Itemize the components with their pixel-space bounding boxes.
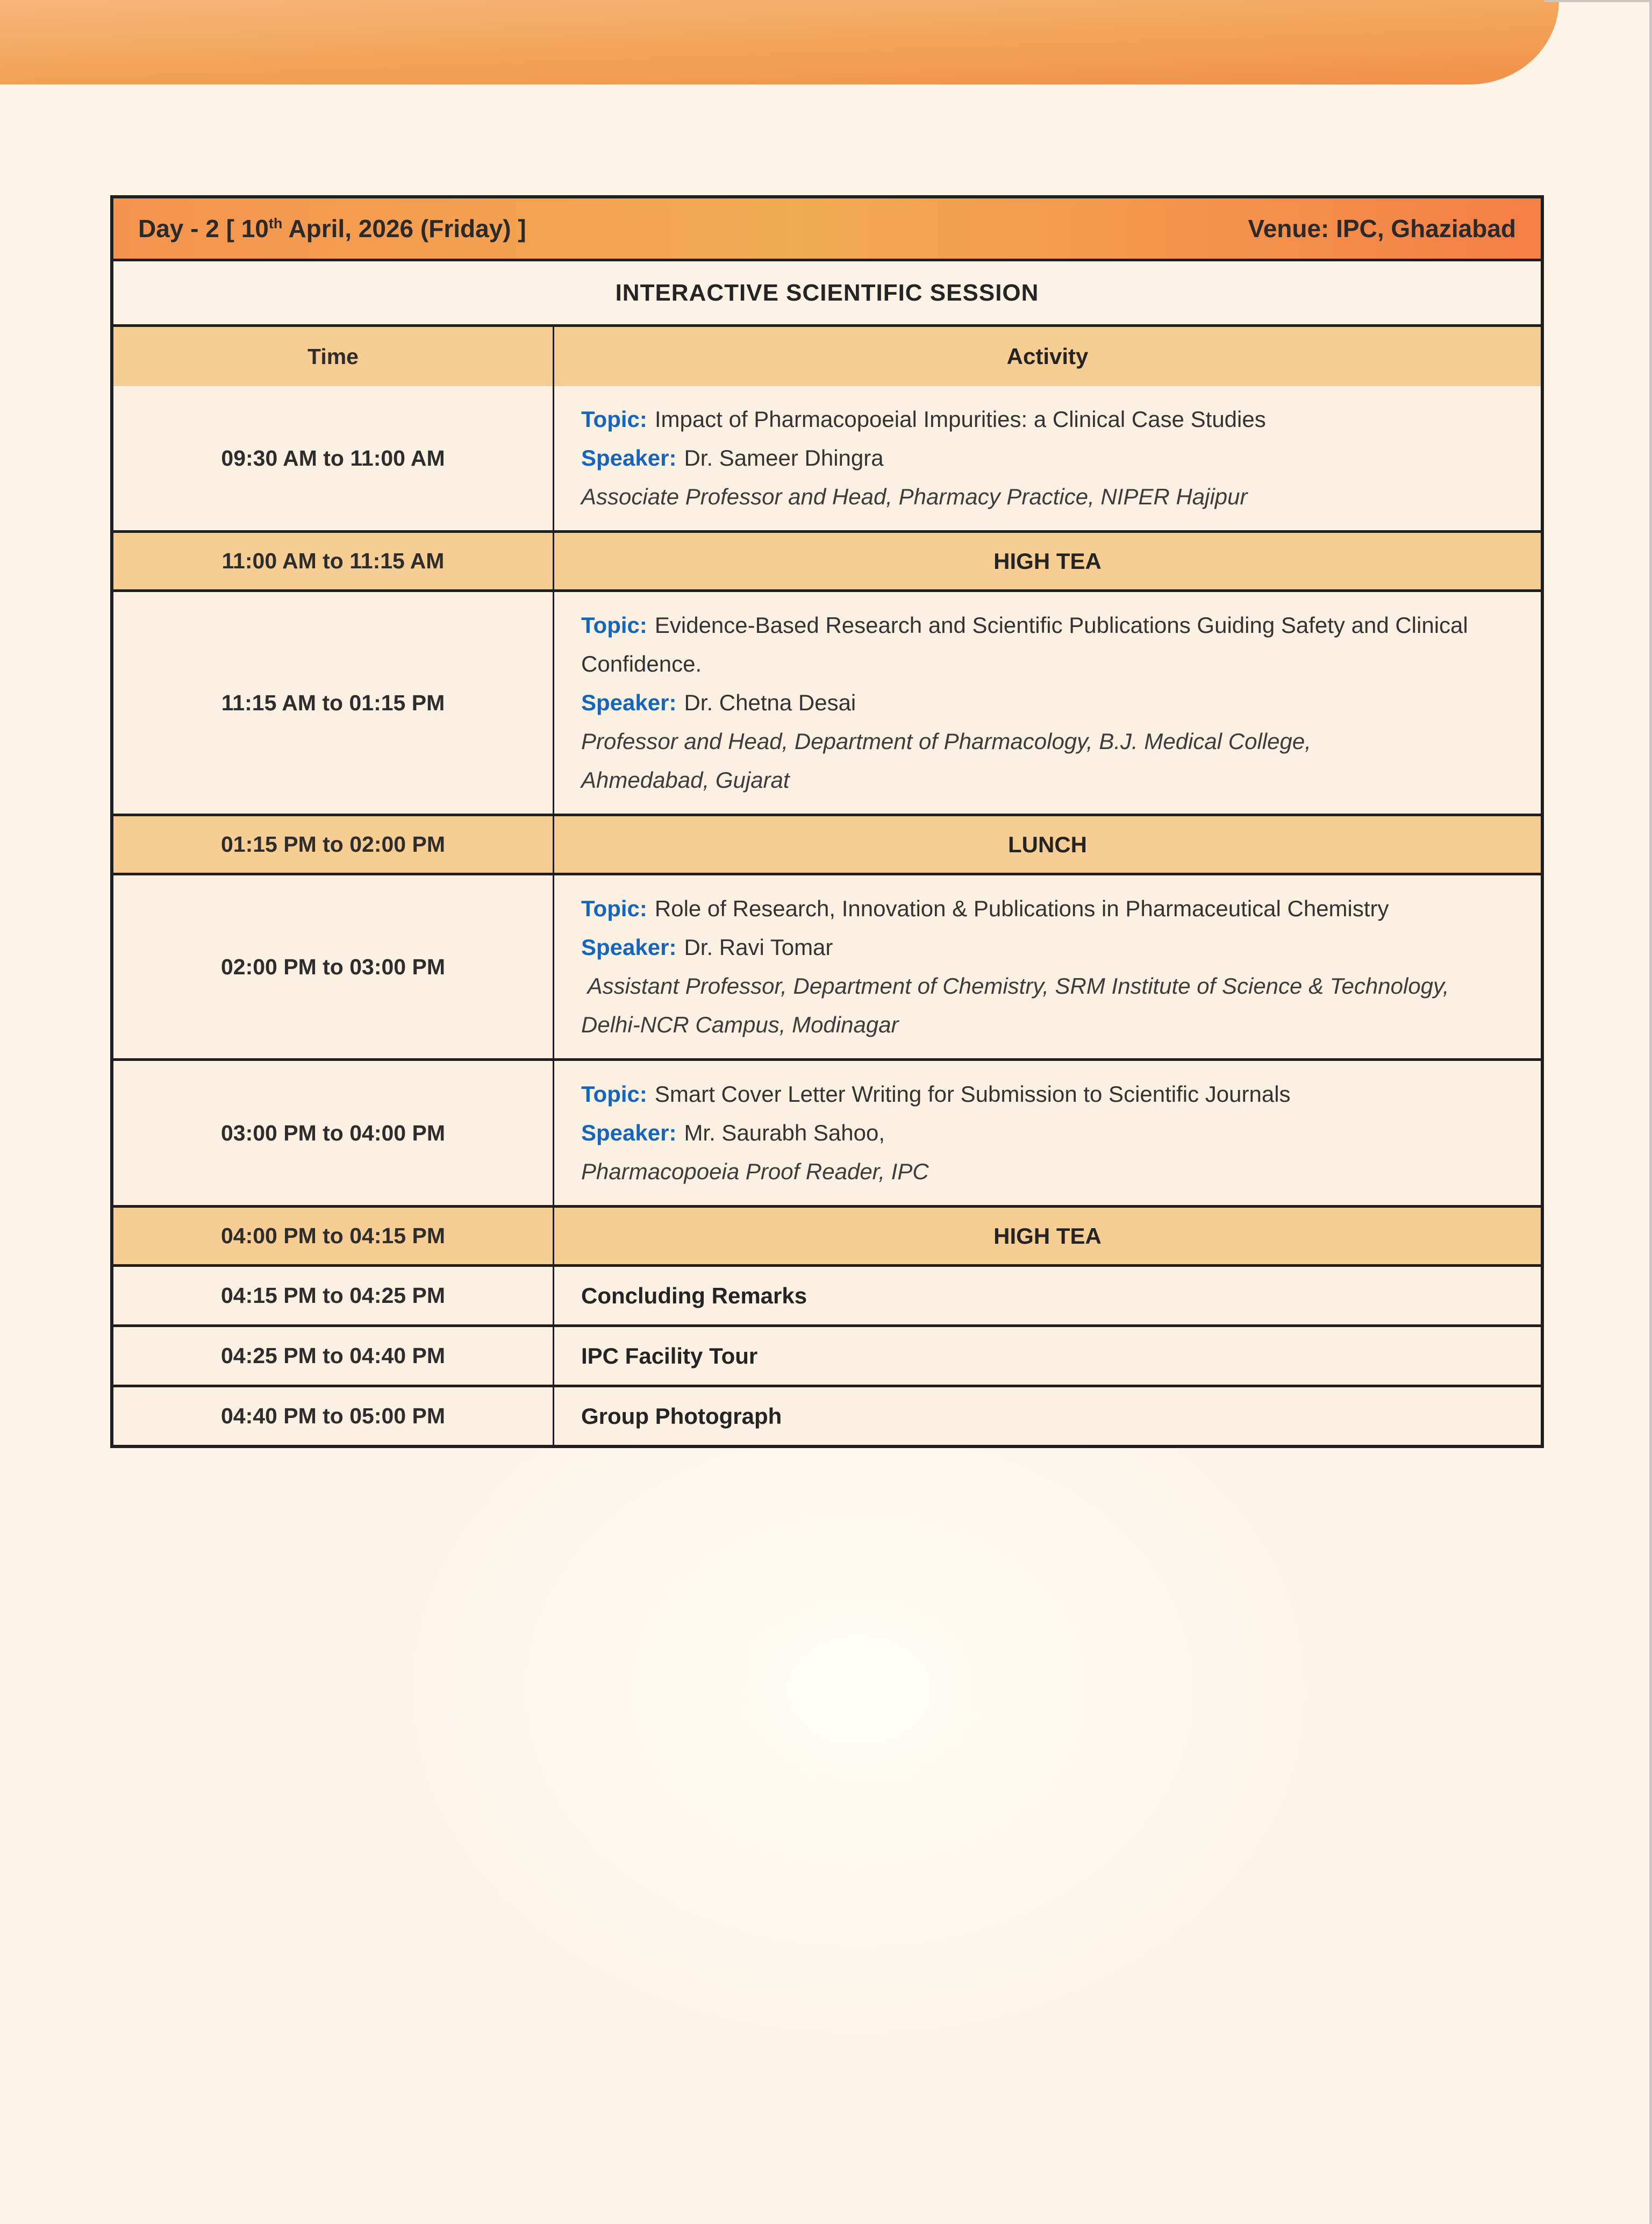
speaker-affiliation: Pharmacopoeia Proof Reader, IPC	[581, 1159, 929, 1184]
table-row	[113, 1385, 1541, 1445]
topic-label: Topic:	[581, 896, 647, 921]
speaker-line	[581, 683, 1514, 722]
time-cell: 04:25 PM to 04:40 PM	[221, 1343, 445, 1368]
time-cell: 04:00 PM to 04:15 PM	[221, 1223, 445, 1248]
table-row	[113, 814, 1541, 873]
speaker-label: Speaker:	[581, 445, 677, 471]
break-label: HIGH TEA	[553, 533, 1541, 589]
speaker-affiliation: Associate Professor and Head, Pharmacy Practice, NIPER Hajipur	[581, 484, 1248, 509]
table-row	[113, 589, 1541, 814]
page-edge-top	[1544, 0, 1652, 2]
table-row	[113, 1324, 1541, 1385]
table-row	[113, 386, 1541, 530]
time-cell: 11:15 AM to 01:15 PM	[221, 690, 445, 715]
speaker-label: Speaker:	[581, 1120, 677, 1145]
table-row	[113, 1264, 1541, 1324]
topic-text: Impact of Pharmacopoeial Impurities: a Clinical Case Studies	[654, 407, 1266, 432]
topic-label: Topic:	[581, 1081, 647, 1107]
break-label: HIGH TEA	[553, 1208, 1541, 1264]
speaker-name: Mr. Saurabh Sahoo,	[684, 1120, 885, 1145]
topic-line	[581, 1075, 1514, 1114]
time-cell: 02:00 PM to 03:00 PM	[221, 954, 445, 979]
topic-continuation: Confidence.	[581, 651, 702, 676]
table-row	[113, 530, 1541, 589]
speaker-line	[581, 1114, 1514, 1152]
date-ordinal-suffix: th	[268, 215, 283, 232]
topic-label: Topic:	[581, 407, 647, 432]
speaker-line	[581, 928, 1514, 967]
speaker-name: Dr. Chetna Desai	[684, 690, 856, 715]
time-cell: 03:00 PM to 04:00 PM	[221, 1120, 445, 1145]
table-row	[113, 1205, 1541, 1264]
activity-label: IPC Facility Tour	[553, 1327, 1541, 1385]
table-rows	[113, 386, 1541, 1445]
page-edge-right	[1649, 0, 1652, 2224]
speaker-affiliation: Professor and Head, Department of Pharmacology, B.J. Medical College,	[581, 729, 1311, 754]
break-label: LUNCH	[553, 816, 1541, 873]
speaker-affiliation: Ahmedabad, Gujarat	[581, 767, 790, 793]
topic-line	[581, 400, 1514, 439]
activity-cell	[553, 592, 1541, 814]
schedule-table	[110, 195, 1544, 1448]
activity-cell	[553, 386, 1541, 530]
topic-text: Smart Cover Letter Writing for Submission to Scientific Journals	[654, 1081, 1291, 1107]
table-row	[113, 873, 1541, 1058]
time-cell: 01:15 PM to 02:00 PM	[221, 832, 445, 857]
time-column-header: Time	[307, 344, 359, 369]
time-cell: 04:40 PM to 05:00 PM	[221, 1403, 445, 1428]
session-title: INTERACTIVE SCIENTIFIC SESSION	[615, 279, 1039, 306]
session-title-row	[113, 259, 1541, 324]
day-date-label: Day - 2 [ 10th April, 2026 (Friday) ]	[138, 215, 526, 243]
time-cell: 04:15 PM to 04:25 PM	[221, 1283, 445, 1308]
speaker-affiliation: Assistant Professor, Department of Chemistry, SRM Institute of Science & Technology,	[581, 973, 1449, 999]
activity-label: Concluding Remarks	[553, 1267, 1541, 1324]
topic-text: Role of Research, Innovation & Publications in Pharmaceutical Chemistry	[654, 896, 1389, 921]
table-header-bar	[113, 198, 1541, 259]
topic-text: Evidence-Based Research and Scientific Publications Guiding Safety and Clinical	[654, 612, 1468, 638]
venue-label: Venue: IPC, Ghaziabad	[1248, 215, 1516, 243]
topic-line	[581, 889, 1514, 928]
column-header-row	[113, 324, 1541, 386]
top-banner	[0, 0, 1559, 84]
speaker-label: Speaker:	[581, 935, 677, 960]
activity-cell	[553, 875, 1541, 1058]
speaker-affiliation: Delhi-NCR Campus, Modinagar	[581, 1012, 899, 1037]
speaker-name: Dr. Ravi Tomar	[684, 935, 833, 960]
topic-label: Topic:	[581, 612, 647, 638]
time-cell: 11:00 AM to 11:15 AM	[221, 548, 445, 573]
speaker-name: Dr. Sameer Dhingra	[684, 445, 884, 471]
activity-cell	[553, 1061, 1541, 1205]
topic-line	[581, 606, 1514, 645]
activity-label: Group Photograph	[553, 1387, 1541, 1445]
activity-column-header: Activity	[553, 327, 1541, 386]
time-cell: 09:30 AM to 11:00 AM	[221, 445, 445, 471]
table-row	[113, 1058, 1541, 1205]
speaker-line	[581, 439, 1514, 477]
speaker-label: Speaker:	[581, 690, 677, 715]
